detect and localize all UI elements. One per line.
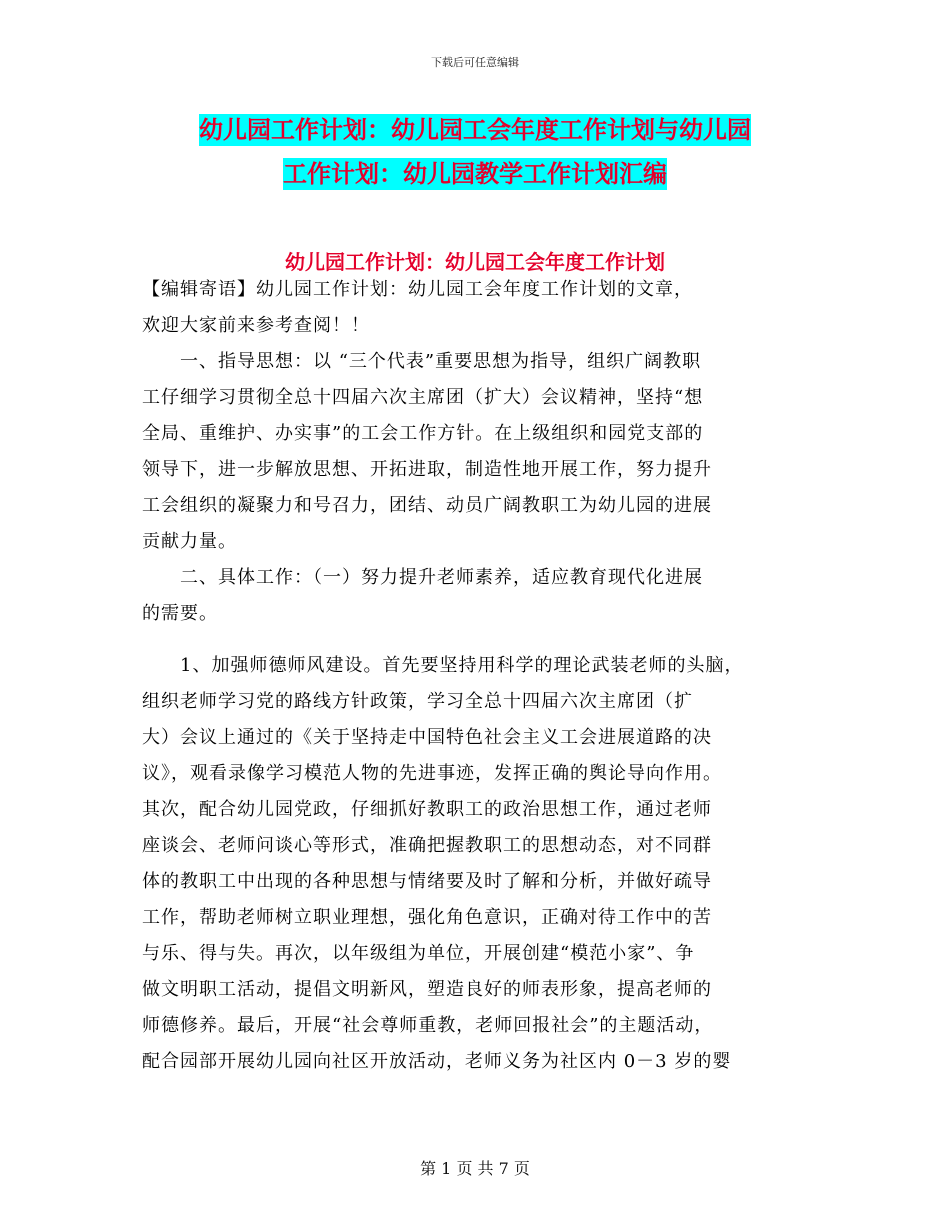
text-line: 一、指导思想：以 “三个代表”重要思想为指导，组织广阔教职 (142, 351, 702, 372)
text-line: 组织老师学习党的路线方针政策，学习全总十四届六次主席团（扩 (142, 691, 693, 712)
text-line: 大）会议上通过的《关于坚持走中国特色社会主义工会进展道路的决 (142, 727, 712, 748)
text-line: 工仔细学习贯彻全总十四届六次主席团（扩大）会议精神，坚持“想 (142, 387, 704, 408)
document-title-line-2 (0, 156, 950, 192)
text-line: 二、具体工作：（一）努力提升老师素养，适应教育现代化进展 (142, 567, 703, 588)
text-line: 欢迎大家前来参考查阅！！ (142, 315, 370, 336)
text-line: 【编辑寄语】幼儿园工作计划：幼儿园工会年度工作计划的文章， (142, 279, 693, 300)
section-title: 幼儿园工作计划：幼儿园工会年度工作计划 (285, 250, 665, 274)
text-line: 与乐、得与失。再次，以年级组为单位，开展创建“模范小家”、争 (142, 943, 695, 964)
page-header-note: 下载后可任意编辑 (431, 56, 519, 69)
title-highlight-2: 工作计划：幼儿园教学工作计划汇编 (283, 160, 667, 188)
text-line: 工作，帮助老师树立职业理想，强化角色意识，正确对待工作中的苦 (142, 907, 712, 928)
title-highlight-1: 幼儿园工作计划：幼儿园工会年度工作计划与幼儿园 (199, 116, 751, 144)
page-footer: 第 1 页 共 7 页 (420, 1159, 530, 1178)
text-line: 工会组织的凝聚力和号召力，团结、动员广阔教职工为幼儿园的进展 (142, 495, 712, 516)
text-line: 其次，配合幼儿园党政，仔细抓好教职工的政治思想工作，通过老师 (142, 799, 712, 820)
text-line: 师德修养。最后，开展“社会尊师重教，老师回报社会”的主题活动， (142, 1015, 714, 1036)
text-line: 1、加强师德师风建设。首先要坚持用科学的理论武装老师的头脑， (142, 655, 744, 676)
text-line: 的需要。 (142, 603, 218, 624)
text-line: 配合园部开展幼儿园向社区开放活动，老师义务为社区内 0－3 岁的婴 (142, 1051, 732, 1072)
text-line: 座谈会、老师问谈心等形式，准确把握教职工的思想动态，对不同群 (142, 835, 712, 856)
text-line: 全局、重维护、办实事”的工会工作方针。在上级组织和园党支部的 (142, 423, 704, 444)
document-title-line-1 (0, 112, 950, 148)
text-line: 做文明职工活动，提倡文明新风，塑造良好的师表形象，提高老师的 (142, 979, 712, 1000)
text-line: 贡献力量。 (142, 531, 237, 552)
text-line: 议》，观看录像学习模范人物的先进事迹，发挥正确的舆论导向作用。 (142, 763, 722, 784)
text-line: 领导下，进一步解放思想、开拓进取，制造性地开展工作，努力提升 (142, 459, 712, 480)
text-line: 体的教职工中出现的各种思想与情绪要及时了解和分析，并做好疏导 (142, 871, 712, 892)
body-text (142, 272, 822, 1080)
